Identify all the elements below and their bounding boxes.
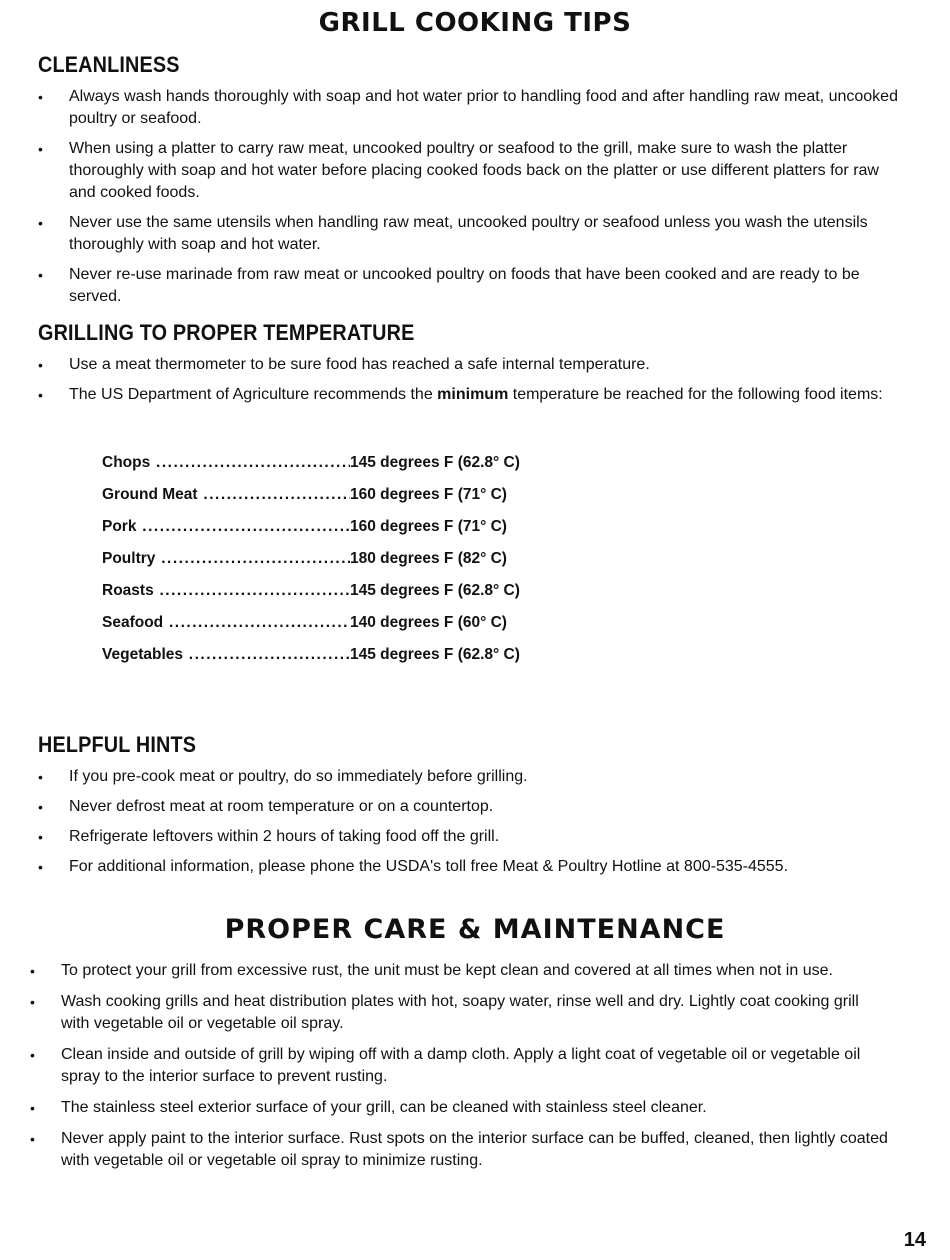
- food-name: Seafood .....: [102, 614, 350, 646]
- list-item-text: temperature be reached for the following food items:: [508, 386, 883, 403]
- food-name: Chops .....: [102, 454, 350, 486]
- care-title: PROPER CARE & MAINTENANCE: [224, 914, 726, 945]
- food-name: Roasts .....: [102, 582, 350, 614]
- care-section: [30, 960, 890, 1181]
- care-list: [30, 960, 890, 1172]
- food-name: Pork .....: [102, 518, 350, 550]
- food-name: Ground Meat .....: [102, 486, 350, 518]
- table-row: [102, 550, 520, 582]
- helpful-hints-heading: HELPFUL HINTS: [38, 732, 197, 757]
- temperature-section: [38, 320, 900, 414]
- list-item: • The stainless steel exterior surface of your grill, can be cleaned with stainless steel cleaner.: [30, 1097, 890, 1119]
- temperature-table: [102, 454, 520, 678]
- table-row: [102, 582, 520, 614]
- helpful-hints-section: [38, 732, 900, 886]
- list-item: • Clean inside and outside of grill by wiping off with a damp cloth. Apply a light coat of vegetable oil or vegetable oil spray to the interior surface to prevent rusting.: [30, 1044, 890, 1088]
- list-item: • To protect your grill from excessive rust, the unit must be kept clean and covered at all times when not in use.: [30, 960, 890, 982]
- food-name: Vegetables .....: [102, 646, 350, 678]
- list-item: • When using a platter to carry raw meat, uncooked poultry or seafood to the grill, make sure to wash the platter thoroughly with soap and hot water before placing cooked foods back on the platter or use different platters for raw and cooked foods.: [38, 138, 900, 204]
- temperature-heading: GRILLING TO PROPER TEMPERATURE: [38, 320, 415, 345]
- food-temperature: 145 degrees F (62.8° C): [350, 582, 520, 599]
- list-item: • Wash cooking grills and heat distribution plates with hot, soapy water, rinse well and dry. Lightly coat cooking grill with vegetable oil or vegetable oil spray.: [30, 991, 890, 1035]
- table-row: [102, 454, 520, 486]
- cleanliness-list: [38, 86, 900, 308]
- list-item: • For additional information, please phone the USDA's toll free Meat & Poultry Hotline at 800-535-4555.: [38, 856, 900, 878]
- list-item: • If you pre-cook meat or poultry, do so immediately before grilling.: [38, 766, 900, 788]
- list-item: • Never defrost meat at room temperature or on a countertop.: [38, 796, 900, 818]
- list-item: • Never apply paint to the interior surface. Rust spots on the interior surface can be buffed, cleaned, then lightly coated with vegetable oil or vegetable oil spray to minimize rusting.: [30, 1128, 890, 1172]
- page-title: GRILL COOKING TIPS: [318, 8, 632, 38]
- food-name: Poultry .....: [102, 550, 350, 582]
- table-row: [102, 614, 520, 646]
- list-item: • Never re-use marinade from raw meat or uncooked poultry on foods that have been cooked and are ready to be served.: [38, 264, 900, 308]
- food-temperature: 145 degrees F (62.8° C): [350, 646, 520, 663]
- food-temperature: 140 degrees F (60° C): [350, 614, 507, 631]
- food-temperature: 145 degrees F (62.8° C): [350, 454, 520, 471]
- list-item: • Use a meat thermometer to be sure food has reached a safe internal temperature.: [38, 354, 900, 376]
- page-number: 14: [903, 1229, 926, 1251]
- list-item-text: The US Department of Agriculture recommends the: [69, 386, 438, 403]
- table-row: [102, 518, 520, 550]
- table-row: [102, 646, 520, 678]
- food-temperature: 160 degrees F (71° C): [350, 486, 507, 503]
- cleanliness-heading: CLEANLINESS: [38, 52, 180, 77]
- helpful-hints-list: [38, 766, 900, 878]
- food-temperature: 160 degrees F (71° C): [350, 518, 507, 535]
- table-row: [102, 486, 520, 518]
- temperature-list: [38, 354, 900, 406]
- list-item: [38, 384, 900, 406]
- list-item: • Always wash hands thoroughly with soap and hot water prior to handling food and after handling raw meat, uncooked poultry or seafood.: [38, 86, 900, 130]
- emphasis-minimum: minimum: [437, 386, 509, 403]
- list-item: • Refrigerate leftovers within 2 hours of taking food off the grill.: [38, 826, 900, 848]
- food-temperature: 180 degrees F (82° C): [350, 550, 507, 567]
- cleanliness-section: [38, 52, 900, 316]
- list-item: • Never use the same utensils when handling raw meat, uncooked poultry or seafood unless you wash the utensils thoroughly with soap and hot water.: [38, 212, 900, 256]
